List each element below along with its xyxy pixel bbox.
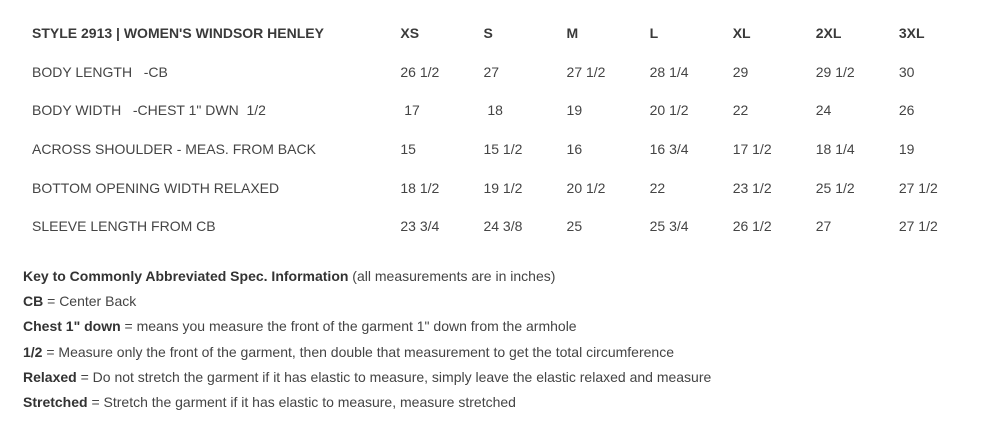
key-item (23, 365, 711, 390)
table-cell: 27 1/2 (566, 63, 606, 80)
table-cell: 19 (566, 102, 583, 119)
table-cell: 26 (898, 102, 915, 119)
size-header-2xl: 2XL (815, 25, 842, 42)
size-header-s: S (483, 25, 493, 42)
table-row (22, 168, 972, 207)
table-cell: 27 (815, 218, 832, 235)
table-cell: 18 1/2 (400, 179, 440, 196)
table-cell: 19 (898, 141, 915, 158)
table-cell: 24 3/8 (483, 218, 523, 235)
spec-key-section (23, 264, 711, 415)
table-cell: 26 1/2 (400, 63, 440, 80)
key-definition: = Measure only the front of the garment, then double that measurement to get the total circumference (42, 343, 674, 360)
key-term: CB (23, 293, 44, 310)
row-label: SLEEVE LENGTH FROM CB (32, 218, 216, 235)
table-cell: 15 (400, 141, 416, 158)
table-cell: 16 (566, 141, 583, 158)
size-header-m: M (566, 25, 579, 42)
table-cell: 25 (566, 218, 583, 235)
table-row (22, 53, 972, 92)
table-cell: 16 3/4 (649, 141, 689, 158)
table-cell: 15 1/2 (483, 141, 523, 158)
table-row (22, 207, 972, 246)
key-term: 1/2 (23, 343, 43, 360)
key-heading (23, 264, 711, 289)
style-title-header: STYLE 2913 | WOMEN'S WINDSOR HENLEY (32, 25, 324, 42)
key-definition: = Do not stretch the garment if it has elastic to measure, simply leave the elastic relaxed and measure (76, 368, 712, 385)
table-cell: 29 (732, 63, 749, 80)
key-item (23, 314, 711, 339)
row-label: ACROSS SHOULDER - MEAS. FROM BACK (32, 141, 316, 158)
table-cell: 22 (732, 102, 749, 119)
table-cell: 27 1/2 (898, 179, 938, 196)
key-subtitle: (all measurements are in inches) (348, 268, 556, 284)
table-cell: 27 1/2 (898, 218, 938, 235)
table-row (22, 91, 972, 130)
table-header-row (22, 14, 972, 53)
key-term: Chest 1" down (23, 318, 121, 335)
table-cell: 23 3/4 (400, 218, 440, 235)
key-item (23, 390, 711, 415)
size-header-l: L (649, 25, 659, 42)
table-cell: 28 1/4 (649, 63, 689, 80)
table-cell: 17 1/2 (732, 141, 772, 158)
key-definition: = means you measure the front of the garment 1" down from the armhole (120, 318, 577, 335)
table-cell: 22 (649, 179, 666, 196)
table-cell: 20 1/2 (566, 179, 606, 196)
size-header-xl: XL (732, 25, 751, 42)
row-label: BODY WIDTH -CHEST 1" DWN 1/2 (32, 102, 266, 119)
size-header-xs: XS (400, 25, 420, 42)
table-cell: 18 (483, 102, 503, 119)
table-cell: 18 1/4 (815, 141, 855, 158)
row-label: BODY LENGTH -CB (32, 63, 168, 80)
table-cell: 27 (483, 63, 500, 80)
key-definition: = Center Back (43, 293, 137, 310)
table-cell: 19 1/2 (483, 179, 523, 196)
table-cell: 24 (815, 102, 832, 119)
table-cell: 25 1/2 (815, 179, 855, 196)
table-cell: 26 1/2 (732, 218, 772, 235)
key-item (23, 289, 711, 314)
row-label: BOTTOM OPENING WIDTH RELAXED (32, 179, 280, 196)
key-item (23, 340, 711, 365)
table-cell: 29 1/2 (815, 63, 855, 80)
table-cell: 25 3/4 (649, 218, 689, 235)
table-row (22, 130, 972, 169)
table-cell: 20 1/2 (649, 102, 689, 119)
key-definition: = Stretch the garment if it has elastic to measure, measure stretched (87, 394, 516, 411)
table-cell: 17 (400, 102, 420, 119)
table-cell: 23 1/2 (732, 179, 772, 196)
size-spec-table (22, 14, 972, 246)
size-header-3xl: 3XL (898, 25, 925, 42)
key-term: Stretched (23, 394, 88, 411)
key-term: Relaxed (23, 368, 77, 385)
table-cell: 30 (898, 63, 915, 80)
key-title: Key to Commonly Abbreviated Spec. Information (23, 268, 349, 284)
